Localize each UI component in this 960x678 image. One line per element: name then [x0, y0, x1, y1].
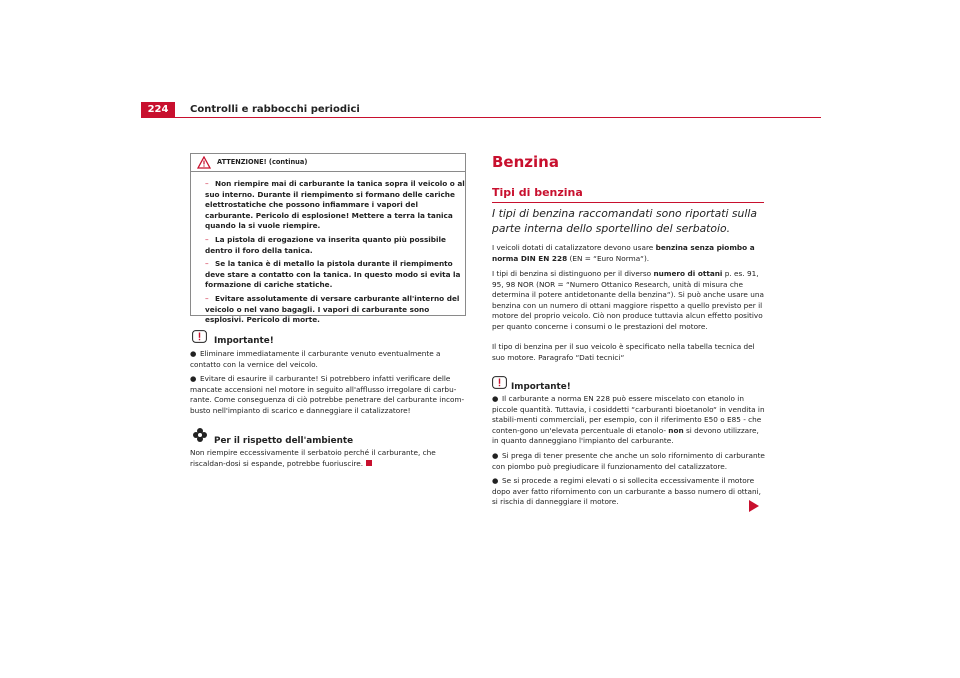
- bullet-icon: ●: [492, 476, 499, 486]
- warning-header: [191, 154, 465, 172]
- bullet-icon: ●: [190, 374, 197, 384]
- dash-icon: –: [205, 179, 209, 188]
- warning-item: – Evitare assolutamente di versare carburante all'interno del veicolo o nel vano bagagli. I vapori di carburante sono esplosivi. Pericolo di morte.: [205, 293, 460, 325]
- left-important-body: [190, 349, 468, 421]
- warning-item: – Se la tanica è di metallo la pistola durante il riempimento deve stare a contatto con la tanica. In questo modo si evita la formazione di cariche statiche.: [205, 259, 461, 290]
- subsection-heading: Tipi di benzina: [492, 186, 583, 199]
- exclamation-icon: [492, 376, 507, 389]
- bullet-icon: ●: [492, 450, 499, 460]
- exclamation-icon: [192, 330, 207, 343]
- warning-item: – La pistola di erogazione va inserita quanto più possibile dentro il foro della tanica.: [205, 234, 446, 255]
- list-item: ● Se si procede a regimi elevati o si sollecita eccessivamente il motore dopo aver fatto rifornimento con un carburante a basso numero di ottani, si rischia di danneggiare il motore.: [492, 476, 761, 507]
- page-number: 224: [141, 102, 175, 117]
- warning-item: – Non riempire mai di carburante la tanica sopra il veicolo o al suo interno. Durante il riempimento si formano delle cariche elettrostatiche che possono infiammare i vapori del carburante. Pericolo di esplosione! Mettere a terra la tanica quando la si vuole riempire.: [205, 179, 465, 231]
- paragraph-2: I tipi di benzina si distinguono per il diverso numero di ottani p. es. 91, 95, 98 NOR (NOR = “Numero Ottanico Research, unità di misura che determina il potere antidetonante della benzina“). Si può anche usare una benzina con un numero di ottani maggiore rispetto a quello previsto per il motore del proprio veicolo. Ciò non produce tuttavia alcun effetto positivo per quanto concerne i consumi o le prestazioni del motore.: [492, 269, 764, 331]
- subheading-rule: [492, 202, 764, 203]
- section-heading: Benzina: [492, 153, 559, 171]
- dash-icon: –: [205, 234, 209, 244]
- end-marker-icon: [366, 460, 372, 466]
- bullet-icon: ●: [190, 349, 197, 358]
- left-important-title: Importante!: [214, 336, 274, 346]
- right-important-title: Importante!: [511, 382, 571, 392]
- warning-triangle-icon: [197, 156, 211, 169]
- warning-box: [190, 153, 466, 325]
- intro-text: I tipi di benzina raccomandati sono riportati sulla parte interna dello sportellino del serbatoio.: [492, 207, 758, 235]
- next-page-arrow-icon: [749, 500, 759, 512]
- list-item: ● Evitare di esaurire il carburante! Si potrebbero infatti verificare delle mancate accensioni nel motore in seguito all'afflusso irregolare di carbu-rante. Come conseguenza di ciò potrebbe penetrare del carburante incom-busto nell'impianto di scarico e danneggiare il catalizzatore!: [190, 374, 465, 415]
- environment-title: Per il rispetto dell'ambiente: [214, 436, 354, 446]
- dash-icon: –: [205, 293, 209, 303]
- list-item: ● Si prega di tener presente che anche un solo rifornimento di carburante con piombo può pregiudicare il funzionamento del catalizzatore.: [492, 450, 765, 471]
- right-important-body: [492, 394, 766, 512]
- flower-icon: [192, 427, 208, 443]
- paragraph-3: Il tipo di benzina per il suo veicolo è specificato nella tabella tecnica del suo motore. Paragrafo “Dati tecnici“: [492, 342, 755, 362]
- page-header: [141, 102, 821, 117]
- dash-icon: –: [205, 259, 209, 269]
- warning-title: ATTENZIONE! (continua): [217, 158, 308, 166]
- list-item: ● Eliminare immediatamente il carburante venuto eventualmente a contatto con la vernice del veicolo.: [190, 349, 441, 369]
- chapter-title: Controlli e rabbocchi periodici: [190, 104, 360, 115]
- header-rule: [141, 117, 821, 118]
- environment-text: Non riempire eccessivamente il serbatoio perché il carburante, che riscaldan-dosi si espande, potrebbe fuoriuscire.: [190, 448, 436, 468]
- paragraph-1: I veicoli dotati di catalizzatore devono usare benzina senza piombo a norma DIN EN 228 (EN = “Euro Norma“).: [492, 243, 755, 263]
- warning-body: [205, 179, 465, 329]
- bullet-icon: ●: [492, 394, 499, 403]
- list-item: ● Il carburante a norma EN 228 può essere miscelato con etanolo in piccole quantità. Tuttavia, i cosiddetti “carburanti bioetanolo“ in vendita in stabili-menti commerciali, per esempio, con il riferimento E50 o E85 - che conten-gono un'elevata percentuale di etanolo- non si devono utilizzare, in quanto danneggiano l'impianto del carburante.: [492, 394, 765, 446]
